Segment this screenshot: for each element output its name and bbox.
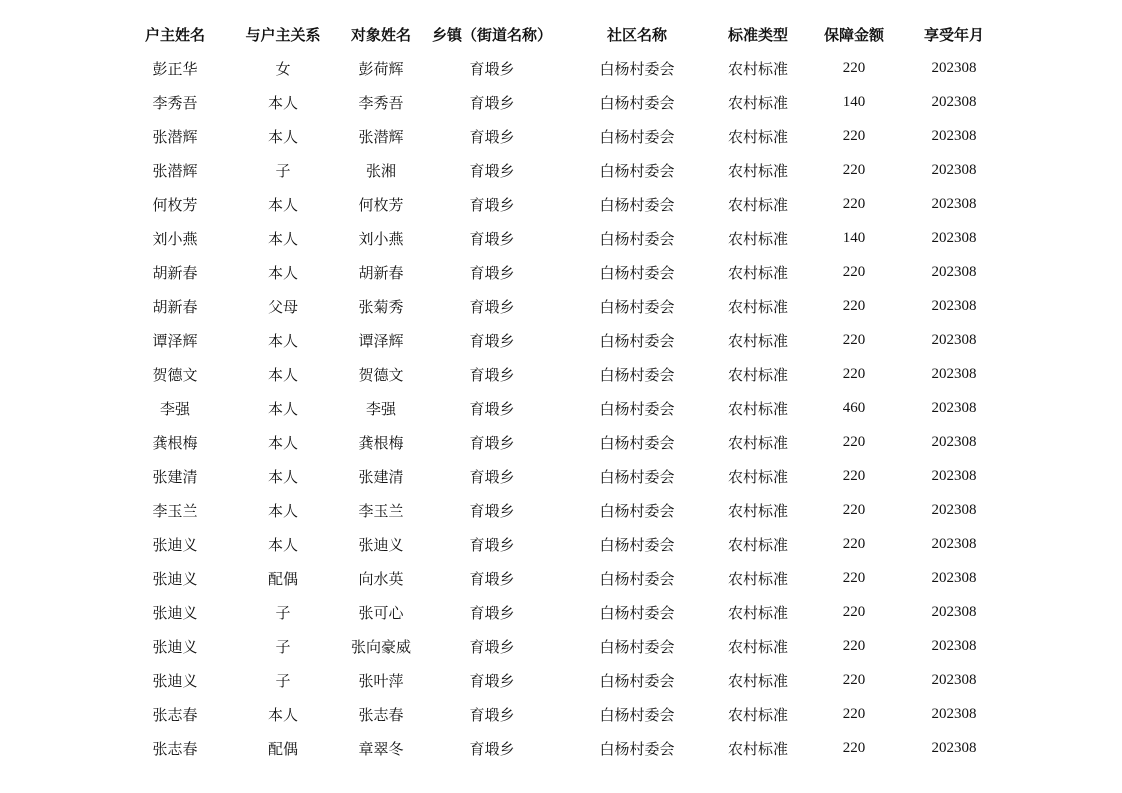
cell-relation: 本人 (267, 331, 298, 350)
cell-standard-type: 农村标准 (727, 229, 788, 248)
cell-township: 育塅乡 (469, 637, 515, 656)
cell-township: 育塅乡 (469, 93, 515, 112)
header-township: 乡镇（街道名称） (431, 25, 552, 44)
cell-community: 白杨村委会 (599, 161, 675, 180)
cell-township: 育塅乡 (469, 195, 515, 214)
cell-beneficiary-name: 张菊秀 (358, 297, 404, 316)
cell-township: 育塅乡 (469, 739, 515, 758)
table-row (124, 459, 1004, 493)
header-beneficiary-name: 对象姓名 (350, 25, 411, 44)
cell-amount: 220 (842, 637, 866, 654)
cell-standard-type: 农村标准 (727, 127, 788, 146)
cell-relation: 子 (275, 671, 291, 690)
table-row (124, 119, 1004, 153)
cell-amount: 220 (842, 297, 866, 314)
table-row (124, 187, 1004, 221)
cell-township: 育塅乡 (469, 671, 515, 690)
cell-period: 202308 (931, 705, 977, 722)
cell-period: 202308 (931, 93, 977, 110)
cell-community: 白杨村委会 (599, 433, 675, 452)
cell-township: 育塅乡 (469, 399, 515, 418)
assistance-table (124, 17, 1004, 765)
cell-community: 白杨村委会 (599, 127, 675, 146)
cell-township: 育塅乡 (469, 467, 515, 486)
cell-community: 白杨村委会 (599, 229, 675, 248)
cell-township: 育塅乡 (469, 501, 515, 520)
cell-household-head: 贺德文 (152, 365, 198, 384)
cell-amount: 220 (842, 705, 866, 722)
cell-community: 白杨村委会 (599, 467, 675, 486)
cell-relation: 本人 (267, 399, 298, 418)
cell-township: 育塅乡 (469, 433, 515, 452)
cell-beneficiary-name: 张建清 (358, 467, 404, 486)
cell-standard-type: 农村标准 (727, 637, 788, 656)
header-row (124, 17, 1004, 51)
cell-community: 白杨村委会 (599, 59, 675, 78)
cell-amount: 220 (842, 263, 866, 280)
cell-period: 202308 (931, 671, 977, 688)
cell-beneficiary-name: 李玉兰 (358, 501, 404, 520)
cell-standard-type: 农村标准 (727, 501, 788, 520)
cell-township: 育塅乡 (469, 331, 515, 350)
cell-beneficiary-name: 刘小燕 (358, 229, 404, 248)
cell-relation: 父母 (267, 297, 298, 316)
cell-amount: 220 (842, 501, 866, 518)
cell-household-head: 张志春 (152, 705, 198, 724)
cell-beneficiary-name: 谭泽辉 (358, 331, 404, 350)
cell-amount: 460 (842, 399, 866, 416)
cell-beneficiary-name: 张湘 (365, 161, 396, 180)
cell-community: 白杨村委会 (599, 603, 675, 622)
cell-relation: 本人 (267, 229, 298, 248)
cell-beneficiary-name: 李强 (365, 399, 396, 418)
table-row (124, 391, 1004, 425)
table-body (124, 51, 1004, 765)
cell-amount: 140 (842, 93, 866, 110)
cell-standard-type: 农村标准 (727, 569, 788, 588)
cell-period: 202308 (931, 569, 977, 586)
header-community: 社区名称 (606, 25, 667, 44)
cell-standard-type: 农村标准 (727, 365, 788, 384)
cell-beneficiary-name: 彭荷辉 (358, 59, 404, 78)
cell-amount: 220 (842, 739, 866, 756)
table-row (124, 561, 1004, 595)
cell-beneficiary-name: 贺德文 (358, 365, 404, 384)
cell-household-head: 张迪义 (152, 637, 198, 656)
cell-amount: 220 (842, 569, 866, 586)
cell-household-head: 龚根梅 (152, 433, 198, 452)
cell-period: 202308 (931, 535, 977, 552)
cell-township: 育塅乡 (469, 603, 515, 622)
cell-community: 白杨村委会 (599, 705, 675, 724)
cell-period: 202308 (931, 331, 977, 348)
document-sheet (124, 17, 1004, 765)
cell-standard-type: 农村标准 (727, 59, 788, 78)
cell-standard-type: 农村标准 (727, 467, 788, 486)
cell-period: 202308 (931, 637, 977, 654)
cell-beneficiary-name: 张迪义 (358, 535, 404, 554)
cell-township: 育塅乡 (469, 127, 515, 146)
cell-beneficiary-name: 章翠冬 (358, 739, 404, 758)
cell-standard-type: 农村标准 (727, 535, 788, 554)
cell-household-head: 胡新春 (152, 297, 198, 316)
cell-period: 202308 (931, 127, 977, 144)
cell-beneficiary-name: 张叶萍 (358, 671, 404, 690)
cell-household-head: 李强 (159, 399, 190, 418)
cell-standard-type: 农村标准 (727, 161, 788, 180)
cell-period: 202308 (931, 161, 977, 178)
cell-standard-type: 农村标准 (727, 739, 788, 758)
cell-beneficiary-name: 龚根梅 (358, 433, 404, 452)
cell-relation: 配偶 (267, 739, 298, 758)
cell-relation: 本人 (267, 365, 298, 384)
cell-amount: 140 (842, 229, 866, 246)
cell-period: 202308 (931, 467, 977, 484)
cell-period: 202308 (931, 195, 977, 212)
cell-beneficiary-name: 张向豪威 (350, 637, 411, 656)
cell-household-head: 张迪义 (152, 569, 198, 588)
cell-period: 202308 (931, 739, 977, 756)
cell-relation: 本人 (267, 195, 298, 214)
cell-period: 202308 (931, 263, 977, 280)
table-row (124, 85, 1004, 119)
table-row (124, 595, 1004, 629)
cell-household-head: 张潜辉 (152, 161, 198, 180)
cell-standard-type: 农村标准 (727, 433, 788, 452)
cell-household-head: 李玉兰 (152, 501, 198, 520)
cell-beneficiary-name: 张可心 (358, 603, 404, 622)
cell-household-head: 张迪义 (152, 535, 198, 554)
cell-amount: 220 (842, 127, 866, 144)
cell-community: 白杨村委会 (599, 569, 675, 588)
cell-period: 202308 (931, 297, 977, 314)
cell-household-head: 彭正华 (152, 59, 198, 78)
cell-relation: 子 (275, 603, 291, 622)
cell-community: 白杨村委会 (599, 263, 675, 282)
cell-township: 育塅乡 (469, 59, 515, 78)
cell-township: 育塅乡 (469, 705, 515, 724)
cell-township: 育塅乡 (469, 365, 515, 384)
cell-community: 白杨村委会 (599, 331, 675, 350)
cell-township: 育塅乡 (469, 263, 515, 282)
cell-period: 202308 (931, 433, 977, 450)
cell-amount: 220 (842, 603, 866, 620)
cell-standard-type: 农村标准 (727, 297, 788, 316)
cell-beneficiary-name: 张志春 (358, 705, 404, 724)
cell-relation: 子 (275, 161, 291, 180)
cell-relation: 本人 (267, 93, 298, 112)
cell-beneficiary-name: 李秀吾 (358, 93, 404, 112)
table-row (124, 697, 1004, 731)
table-row (124, 493, 1004, 527)
cell-relation: 本人 (267, 467, 298, 486)
cell-period: 202308 (931, 365, 977, 382)
cell-standard-type: 农村标准 (727, 603, 788, 622)
cell-community: 白杨村委会 (599, 535, 675, 554)
cell-period: 202308 (931, 59, 977, 76)
cell-standard-type: 农村标准 (727, 705, 788, 724)
cell-community: 白杨村委会 (599, 637, 675, 656)
cell-household-head: 何枚芳 (152, 195, 198, 214)
cell-township: 育塅乡 (469, 535, 515, 554)
cell-household-head: 胡新春 (152, 263, 198, 282)
cell-community: 白杨村委会 (599, 365, 675, 384)
cell-standard-type: 农村标准 (727, 93, 788, 112)
table-row (124, 663, 1004, 697)
table-row (124, 221, 1004, 255)
header-period: 享受年月 (923, 25, 984, 44)
cell-relation: 本人 (267, 705, 298, 724)
cell-relation: 配偶 (267, 569, 298, 588)
cell-community: 白杨村委会 (599, 195, 675, 214)
cell-period: 202308 (931, 603, 977, 620)
cell-relation: 本人 (267, 535, 298, 554)
table-row (124, 731, 1004, 765)
cell-household-head: 张志春 (152, 739, 198, 758)
cell-amount: 220 (842, 433, 866, 450)
header-relation: 与户主关系 (245, 25, 321, 44)
cell-household-head: 李秀吾 (152, 93, 198, 112)
table-row (124, 255, 1004, 289)
cell-relation: 本人 (267, 263, 298, 282)
cell-amount: 220 (842, 195, 866, 212)
cell-community: 白杨村委会 (599, 399, 675, 418)
header-standard-type: 标准类型 (727, 25, 788, 44)
cell-beneficiary-name: 胡新春 (358, 263, 404, 282)
cell-household-head: 张迪义 (152, 671, 198, 690)
cell-amount: 220 (842, 365, 866, 382)
cell-relation: 子 (275, 637, 291, 656)
table-header (124, 17, 1004, 51)
cell-relation: 本人 (267, 127, 298, 146)
cell-community: 白杨村委会 (599, 671, 675, 690)
cell-township: 育塅乡 (469, 161, 515, 180)
cell-period: 202308 (931, 229, 977, 246)
cell-beneficiary-name: 向水英 (358, 569, 404, 588)
cell-community: 白杨村委会 (599, 297, 675, 316)
cell-amount: 220 (842, 535, 866, 552)
table-row (124, 527, 1004, 561)
cell-standard-type: 农村标准 (727, 399, 788, 418)
cell-amount: 220 (842, 161, 866, 178)
table-row (124, 153, 1004, 187)
table-row (124, 629, 1004, 663)
cell-relation: 女 (275, 59, 291, 78)
table-row (124, 51, 1004, 85)
cell-relation: 本人 (267, 501, 298, 520)
cell-amount: 220 (842, 59, 866, 76)
cell-period: 202308 (931, 501, 977, 518)
cell-township: 育塅乡 (469, 229, 515, 248)
header-household-head: 户主姓名 (144, 25, 205, 44)
cell-community: 白杨村委会 (599, 501, 675, 520)
cell-household-head: 刘小燕 (152, 229, 198, 248)
header-amount: 保障金额 (823, 25, 884, 44)
cell-period: 202308 (931, 399, 977, 416)
cell-household-head: 张建清 (152, 467, 198, 486)
cell-amount: 220 (842, 467, 866, 484)
cell-household-head: 张迪义 (152, 603, 198, 622)
cell-community: 白杨村委会 (599, 739, 675, 758)
cell-household-head: 张潜辉 (152, 127, 198, 146)
cell-standard-type: 农村标准 (727, 263, 788, 282)
cell-amount: 220 (842, 671, 866, 688)
table-row (124, 425, 1004, 459)
cell-beneficiary-name: 张潜辉 (358, 127, 404, 146)
cell-standard-type: 农村标准 (727, 195, 788, 214)
cell-standard-type: 农村标准 (727, 671, 788, 690)
cell-township: 育塅乡 (469, 297, 515, 316)
cell-township: 育塅乡 (469, 569, 515, 588)
cell-standard-type: 农村标准 (727, 331, 788, 350)
cell-beneficiary-name: 何枚芳 (358, 195, 404, 214)
cell-community: 白杨村委会 (599, 93, 675, 112)
table-row (124, 289, 1004, 323)
table-row (124, 357, 1004, 391)
table-row (124, 323, 1004, 357)
cell-amount: 220 (842, 331, 866, 348)
cell-household-head: 谭泽辉 (152, 331, 198, 350)
cell-relation: 本人 (267, 433, 298, 452)
